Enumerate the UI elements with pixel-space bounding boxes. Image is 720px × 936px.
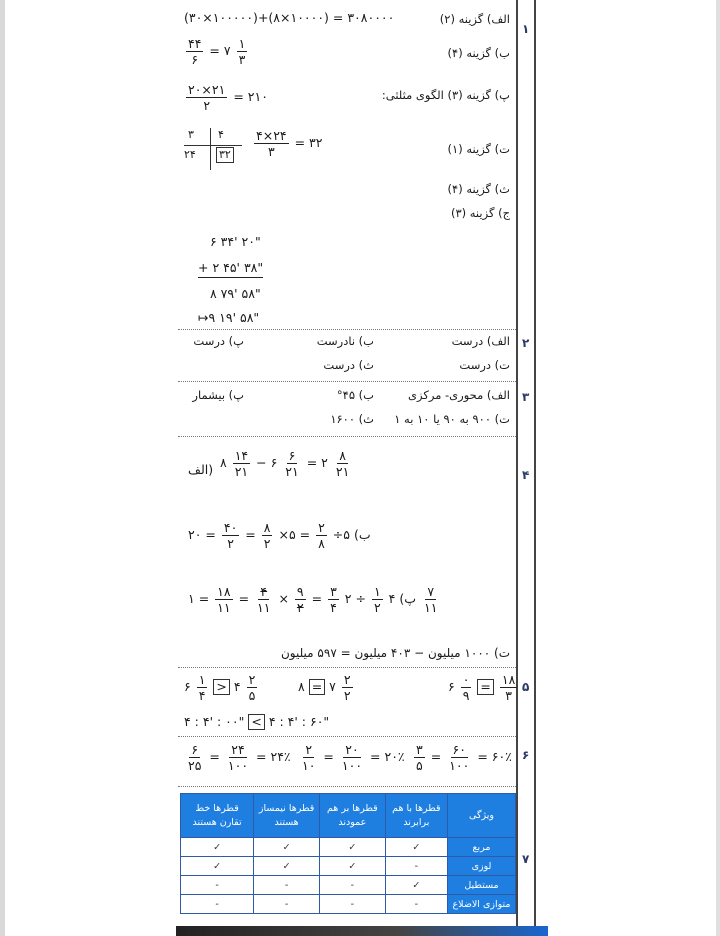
table-header: قطرها خط تقارن هستند: [181, 794, 254, 838]
percent-result: = ۲۴٪: [256, 749, 291, 764]
fraction-numerator: ۲۴: [231, 742, 245, 757]
table-cell: ✓: [254, 857, 320, 876]
fraction-denominator: ۱۰۰: [341, 758, 363, 773]
q1-part-th: [180, 182, 514, 200]
q4-part-a: [180, 442, 514, 522]
q4-b-math: ب) ۵÷ $\frac{۲}{۸}$ = ۵× $\frac{۸}{۲}$ = $\frac{۴۰}{۲}$ = ۲۰: [188, 520, 371, 551]
row-header: لوزی: [448, 857, 516, 876]
fraction-numerator: ۱: [373, 584, 381, 599]
table-cell: ✓: [181, 838, 254, 857]
divider: [178, 736, 516, 737]
fraction-numerator: ۴۴: [188, 36, 202, 51]
question-number-5: ۵: [522, 680, 530, 694]
whole-number: ۲: [321, 455, 328, 470]
q3-row-2: [180, 412, 514, 432]
fraction-numerator: ۴×۲۴: [256, 128, 287, 143]
fraction-denominator: ۲: [227, 536, 234, 551]
q1-part-b: [180, 36, 514, 72]
comparison-sign-box: <: [248, 714, 264, 730]
table-cell: -: [320, 895, 386, 914]
addition-converted: ↦۹ ۱۹' ۵۸": [198, 310, 260, 325]
fraction-numerator: ۲: [318, 520, 325, 535]
comparison-sign-box: >: [213, 679, 229, 695]
q4-a-label: (الف: [188, 462, 214, 477]
whole-number: ۴: [388, 591, 396, 606]
q1-b-label: ب) گزینه (۴): [447, 46, 510, 60]
fraction-numerator: ۱۸: [501, 672, 516, 687]
fraction-numerator: ۴: [260, 584, 268, 599]
question-number-4: ۴: [522, 468, 530, 482]
proportion-table: [184, 128, 244, 170]
table-row: [181, 876, 516, 895]
fraction-numerator: ۲: [343, 672, 351, 687]
fraction-denominator: ۹: [462, 688, 470, 703]
fraction-denominator: ۲: [296, 600, 304, 615]
q1-part-a: [180, 10, 514, 32]
table-row: [181, 857, 516, 876]
q2-b: ب) نادرست: [316, 334, 374, 348]
table-header: قطرها نیمساز هستند: [254, 794, 320, 838]
fraction-denominator: ۲: [263, 536, 271, 551]
q2-th: ث) درست: [323, 358, 374, 372]
diagonals-properties-table: [180, 793, 516, 914]
fraction-numerator: ۱: [198, 672, 206, 687]
fraction-numerator: ۱۸: [217, 584, 231, 599]
math-result: = ۲۰: [188, 527, 216, 542]
question-number-1: ۱: [522, 22, 530, 36]
fraction-numerator: ۶: [191, 742, 199, 757]
q3-row-1: [180, 388, 514, 408]
q3-th: ث) ۱۶۰۰: [330, 412, 374, 426]
table-cell: ✓: [320, 857, 386, 876]
q1-t-math: [252, 128, 322, 159]
comparison-sign-box: =: [477, 679, 493, 695]
fraction-numerator: ۴۰: [223, 520, 238, 535]
q1-j-label: ج) گزینه (۳): [450, 206, 510, 220]
table-header-row: [181, 794, 516, 838]
q1-b-math: [184, 36, 249, 67]
addition-line-1: ۶ ۳۴' ۲۰": [210, 234, 261, 249]
q1-p-label: پ) گزینه (۳) الگوی مثلثی:: [381, 88, 510, 102]
math-text: = ۱: [188, 591, 210, 606]
q6-expr-2: $\frac{۲}{۱۰}$ = $\frac{۲۰}{۱۰۰}$ = ۲۰٪: [302, 742, 405, 773]
page-edge-left: [0, 0, 5, 936]
q2-t: ت) درست: [459, 358, 510, 372]
math-text: ÷ ۲: [344, 591, 366, 606]
question-number-7: ۷: [522, 852, 530, 866]
q4-p-label: پ): [399, 591, 416, 606]
fraction-numerator: ۷: [427, 584, 435, 599]
q4-a-math: ۸ $\frac{۱۴}{۲۱}$ − ۶ $\frac{۶}{۲۱}$ = ۲ $\frac{۸}{۲۱}$: [220, 448, 350, 479]
q3-p: پ) بیشمار: [192, 388, 244, 402]
fraction-denominator: ۲۱: [234, 464, 249, 479]
fraction-numerator: ۱: [238, 36, 246, 51]
table-cell: -: [320, 876, 386, 895]
q6-expr-1: $\frac{۶}{۲۵}$ = $\frac{۲۴}{۱۰۰}$ = ۲۴٪: [188, 742, 291, 773]
time-left: ۴ : ۴' : ۰۰": [184, 714, 245, 729]
math-text: ۵÷: [332, 527, 350, 542]
fraction-denominator: ۱۱: [257, 600, 271, 615]
fraction-numerator: ۳: [416, 742, 423, 757]
fraction-numerator: ۱۴: [234, 448, 249, 463]
math-text: = ۵×: [278, 527, 311, 542]
fraction-numerator: ۸: [339, 448, 346, 463]
q6-expr-3: $\frac{۳}{۵}$ = $\frac{۶۰}{۱۰۰}$ = ۶۰٪: [416, 742, 512, 773]
q1-p-math: [184, 82, 268, 113]
table-cell: -: [181, 895, 254, 914]
q4-part-t: [180, 646, 514, 666]
table-row: [181, 838, 516, 857]
table-cell: ✓: [320, 838, 386, 857]
fraction-denominator: ۲۱: [335, 464, 350, 479]
table-header: قطرها با هم برابرند: [385, 794, 447, 838]
fraction-numerator: ۲۰: [345, 742, 359, 757]
q5-comparison-1: [184, 672, 259, 703]
divider: [178, 786, 516, 787]
fraction-denominator: ۱۱: [423, 600, 438, 615]
fraction-denominator: ۵: [416, 758, 423, 773]
q1-part-p: [180, 82, 514, 118]
table-cell: -: [254, 876, 320, 895]
proportion-vertical-line: [210, 128, 211, 170]
page-bottom-bar: [176, 926, 548, 936]
fraction-denominator: ۱۰۰: [227, 758, 249, 773]
q6-percentages: [180, 740, 514, 780]
fraction-numerator: ۹: [296, 584, 304, 599]
q5-comparison-2: [298, 672, 355, 703]
page-edge-right: [716, 0, 720, 936]
fraction-numerator: ۲: [305, 742, 313, 757]
whole-number: ۸: [220, 455, 227, 470]
table-cell: ✓: [181, 857, 254, 876]
question-number-3: ۳: [522, 390, 530, 404]
row-header: مستطیل: [448, 876, 516, 895]
whole-number: ۴: [233, 679, 241, 694]
whole-number: ۶: [270, 455, 278, 470]
q3-t: ت) ۹۰۰ به ۹۰ یا ۱۰ به ۱: [394, 412, 510, 426]
fraction-numerator: ۶: [288, 448, 296, 463]
fraction-denominator: ۱۰۰: [449, 758, 470, 773]
fraction-denominator: ۲۵: [188, 758, 202, 773]
fraction-denominator: ۶: [191, 52, 199, 67]
q5-time-math: [184, 714, 329, 730]
table-cell: -: [181, 876, 254, 895]
whole-number: ۸: [298, 679, 305, 694]
q1-part-t: [180, 126, 514, 172]
q4-p-math: پ) ۴ $\frac{۱}{۲}$ ÷ ۲ $\frac{۳}{۴}$ = $\frac{۹}{۲}$ × $\frac{۴}{۱۱}$ = $\frac{۱۸}{۱۱}$ = ۱ $\frac{۷}{۱۱}$: [188, 584, 438, 615]
fraction-denominator: ۳: [238, 52, 246, 67]
equals-whole: = ۷: [209, 43, 231, 58]
time-right: ۴ : ۴' : ۶۰": [268, 714, 330, 729]
table-header: قطرها بر هم عمودند: [320, 794, 386, 838]
question-number-6: ۶: [522, 748, 530, 762]
q4-part-p: [180, 580, 514, 624]
row-header: متوازی الاضلاع: [448, 895, 516, 914]
divider: [178, 329, 516, 330]
q1-a-label: الف) گزینه (۲): [439, 12, 510, 26]
q4-t-line: ت) ۱۰۰۰ میلیون − ۴۰۳ میلیون = ۵۹۷ میلیون: [280, 646, 510, 660]
whole-number: ۷: [329, 679, 336, 694]
q2-row-1: [180, 334, 514, 354]
fraction-numerator: ۰: [462, 672, 470, 687]
equals-result: = ۲۱۰: [233, 89, 268, 104]
fraction-denominator: ۲۱: [285, 464, 299, 479]
q2-a: الف) درست: [451, 334, 510, 348]
fraction-denominator: ۱۱: [217, 600, 231, 615]
fraction-denominator: ۸: [318, 536, 325, 551]
q1-part-j: [180, 206, 514, 224]
table-cell: -: [385, 895, 447, 914]
table-cell: ✓: [254, 838, 320, 857]
q3-b: ب) ۴۵°: [336, 388, 374, 402]
fraction-denominator: ۴: [198, 688, 206, 703]
proportion-top-left: ۳: [188, 128, 194, 141]
fraction-denominator: ۵: [248, 688, 256, 703]
fraction-denominator: ۴: [330, 600, 337, 615]
divider: [178, 667, 516, 668]
proportion-bottom-left: ۲۴: [184, 148, 196, 161]
fraction-numerator: ۳: [330, 584, 337, 599]
proportion-horizontal-line: [184, 145, 242, 146]
table-cell: -: [385, 857, 447, 876]
divider: [178, 436, 516, 437]
fraction-numerator: ۲: [248, 672, 256, 687]
percent-result: = ۲۰٪: [370, 749, 405, 764]
fraction-denominator: ۲: [343, 688, 351, 703]
row-header: مربع: [448, 838, 516, 857]
q5-comparison-3: [448, 672, 519, 703]
fraction-numerator: ۸: [263, 520, 271, 535]
q3-a: الف) محوری- مرکزی: [408, 388, 510, 402]
question-number-2: ۲: [522, 336, 530, 350]
q5-comparisons: [180, 672, 514, 708]
q4-part-b: [180, 518, 514, 558]
fraction-numerator: ۲۰×۲۱: [188, 82, 226, 97]
fraction-denominator: ۲: [373, 600, 381, 615]
whole-number: ۶: [448, 679, 455, 694]
whole-number: ۶: [184, 679, 191, 694]
q1-t-label: ت) گزینه (۱): [447, 142, 510, 156]
table-header: ویژگی: [448, 794, 516, 838]
q2-p: پ) درست: [193, 334, 244, 348]
table-cell: -: [254, 895, 320, 914]
table-cell: ✓: [385, 838, 447, 857]
q5-time-comparison: [180, 714, 514, 734]
equals-result: = ۳۲: [294, 135, 323, 150]
q2-row-2: [180, 358, 514, 378]
q1-a-math: (۳۰×۱۰۰۰۰۰)+(۸×۱۰۰۰۰) = ۳۰۸۰۰۰۰: [184, 10, 395, 25]
proportion-top-right: ۴: [218, 128, 224, 141]
divider: [178, 381, 516, 382]
table-row: [181, 895, 516, 914]
fraction-denominator: ۲: [203, 98, 211, 113]
comparison-sign-box: =: [309, 679, 325, 695]
q4-b-label: ب): [353, 527, 371, 542]
fraction-numerator: ۶۰: [452, 742, 466, 757]
table-cell: ✓: [385, 876, 447, 895]
fraction-denominator: ۳: [505, 688, 512, 703]
percent-result: = ۶۰٪: [477, 749, 512, 764]
fraction-denominator: ۱۰: [302, 758, 316, 773]
proportion-answer-box: ۳۲: [216, 147, 234, 163]
fraction-denominator: ۳: [267, 144, 275, 159]
q1-th-label: ث) گزینه (۴): [447, 182, 510, 196]
q1-time-addition: [180, 230, 514, 326]
addition-line-2: + ۲ ۴۵' ۳۸": [198, 260, 263, 278]
addition-result: ۸ ۷۹' ۵۸": [210, 286, 261, 301]
